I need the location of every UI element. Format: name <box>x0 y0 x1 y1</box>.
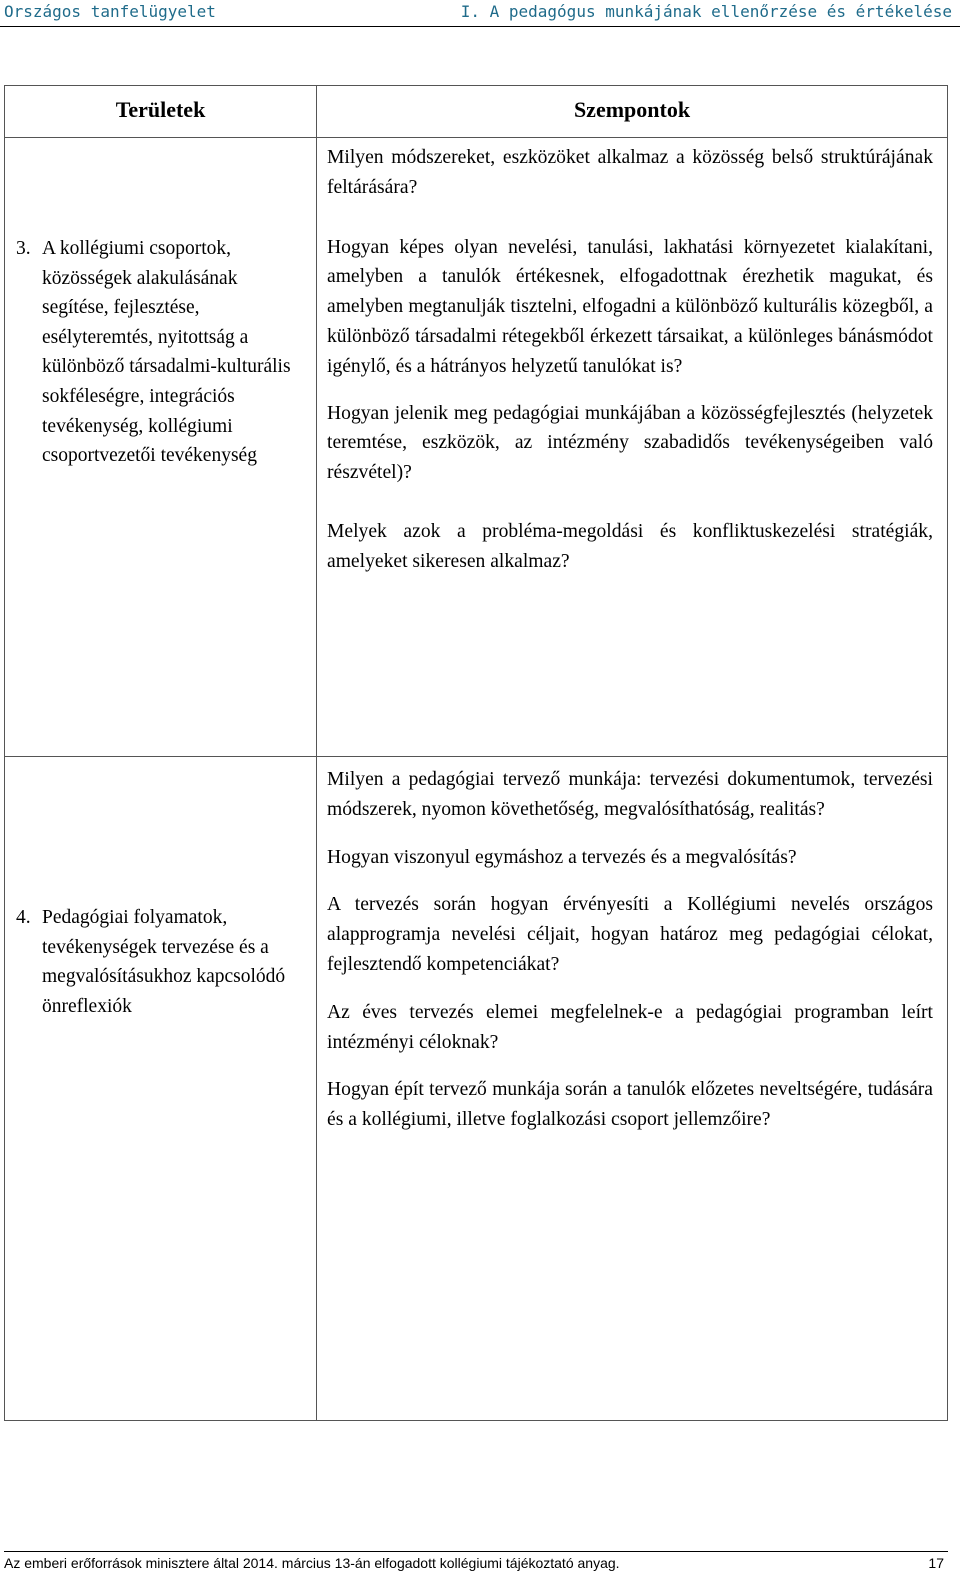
criterion: Milyen a pedagógiai tervező munkája: tervezési dokumentumok, tervezési módszerek, nyomon követhetőség, megvalósíthatóság, realitás? <box>327 769 933 820</box>
footer-text: Az emberi erőforrások minisztere által 2014. március 13-án elfogadott kollégiumi tájékoztató anyag. <box>4 1555 620 1571</box>
criterion: Hogyan épít tervező munkája során a tanulók előzetes neveltségére, tudására és a kollégiumi, illetve foglalkozási csoport jellemzőire? <box>327 1079 933 1131</box>
table-row <box>5 138 948 757</box>
criterion: Hogyan jelenik meg pedagógiai munkájában a közösségfejlesztés (helyzetek teremtése, eszközök, az intézmény szabadidős tevékenységeiben való részvétel)? <box>327 402 933 484</box>
criteria-cell-4 <box>317 757 948 1421</box>
area-3 <box>5 234 316 471</box>
criteria-table <box>4 85 948 1421</box>
area-text: Pedagógiai folyamatok, tevékenységek tervezése és a megvalósításukhoz kapcsolódó önreflexiók <box>42 907 286 1017</box>
area-4 <box>5 903 316 1021</box>
area-cell-4 <box>5 757 317 1421</box>
area-cell-3 <box>5 138 317 757</box>
header-left-title: Országos tanfelügyelet <box>4 2 216 21</box>
area-number: 4. <box>16 907 31 928</box>
column-header-areas: Területek <box>5 86 317 138</box>
page-header <box>0 0 960 27</box>
column-header-criteria: Szempontok <box>317 86 948 138</box>
criterion: Melyek azok a probléma-megoldási és konfliktuskezelési stratégiák, amelyeket sikeresen alkalmaz? <box>327 520 933 572</box>
page-number: 17 <box>928 1555 944 1571</box>
area-number: 3. <box>16 238 31 259</box>
criteria-cell-3 <box>317 138 948 757</box>
criteria-list-3 <box>317 138 947 577</box>
criterion: Hogyan képes olyan nevelési, tanulási, lakhatási környezetet kialakítani, amelyben a tanulók értékesnek, elfogadottnak érezhetik magukat, és amelyben megtanulják tisztelni, elfogadni a különböző kulturális közegből, a különböző társadalmi rétegekből érkezett társaikat, a különleges bánásmódot igénylő, és a hátrányos helyzetű tanulókat is? <box>327 236 933 377</box>
page-footer <box>4 1551 948 1571</box>
criterion: Milyen módszereket, eszközöket alkalmaz a közösség belső struktúrájának feltárására? <box>327 147 933 198</box>
header-right-title: I. A pedagógus munkájának ellenőrzése és értékelése <box>460 2 952 21</box>
criteria-list-4 <box>317 757 947 1135</box>
criterion: Hogyan viszonyul egymáshoz a tervezés és a megvalósítás? <box>327 846 797 868</box>
criterion: Az éves tervezés elemei megfelelnek-e a pedagógiai programban leírt intézményi céloknak? <box>327 1001 933 1053</box>
area-text: A kollégiumi csoportok, közösségek alakulásának segítése, fejlesztése, esélyteremtés, nyitottság a különböző társadalmi-kulturális sokféleségre, integrációs tevékenység, kollégiumi csoportvezetői tevékenység <box>42 238 291 467</box>
table-header-row <box>5 86 948 138</box>
table-row <box>5 757 948 1421</box>
criterion: A tervezés során hogyan érvényesíti a Kollégiumi nevelés országos alapprogramja nevelési céljait, hogyan határoz meg pedagógiai célokat, fejlesztendő kompetenciákat? <box>327 894 933 975</box>
